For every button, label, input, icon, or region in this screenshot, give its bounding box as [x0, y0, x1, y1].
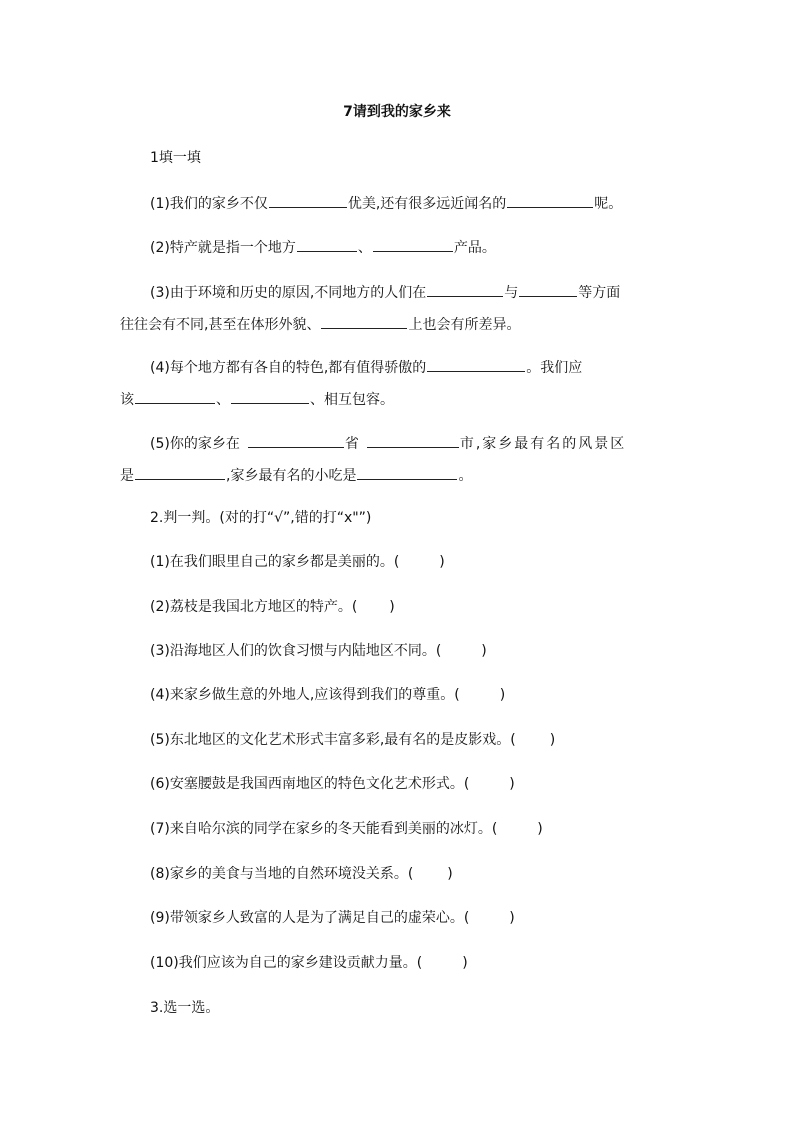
fill-question-3-line1: (3)由于环境和历史的原因,不同地方的人们在 与 等方面	[150, 281, 794, 303]
judge-item: (10)我们应该为自己的家乡建设贡献力量。( )	[150, 955, 468, 971]
judge-item: (1)在我们眼里自己的家乡都是美丽的。( )	[150, 554, 445, 570]
answer-blank[interactable]	[321, 313, 407, 329]
answer-blank[interactable]	[367, 432, 459, 448]
answer-blank[interactable]	[231, 388, 309, 404]
judge-item: (8)家乡的美食与当地的自然环境没关系。( )	[150, 866, 453, 882]
judge-item: (5)东北地区的文化艺术形式丰富多彩,最有名的是皮影戏。( )	[150, 732, 556, 748]
answer-blank[interactable]	[427, 281, 503, 297]
fill-question-3-line2: 往往会有不同,甚至在体形外貌、 上也会有所差异。	[120, 313, 794, 335]
section1-heading: 1填一填	[150, 150, 201, 166]
answer-blank[interactable]	[135, 388, 215, 404]
answer-blank[interactable]	[357, 464, 457, 480]
section2-heading: 2.判一判。(对的打“√”,错的打“x"”)	[150, 510, 372, 526]
section3-heading: 3.选一选。	[150, 1000, 220, 1016]
fill-question-4-line2: 该 、 、相互包容。	[120, 388, 794, 410]
fill-question-5-line1: (5)你的家乡在 省 市,家乡最有名的风景区	[150, 432, 794, 454]
answer-blank[interactable]	[519, 281, 577, 297]
judge-item: (6)安塞腰鼓是我国西南地区的特色文化艺术形式。( )	[150, 776, 515, 792]
judge-item: (3)沿海地区人们的饮食习惯与内陆地区不同。( )	[150, 643, 487, 659]
fill-question-5-line2: 是 ,家乡最有名的小吃是 。	[120, 464, 794, 486]
answer-blank[interactable]	[297, 236, 357, 252]
judge-item: (2)荔枝是我国北方地区的特产。( )	[150, 599, 395, 615]
answer-blank[interactable]	[507, 192, 593, 208]
judge-item: (9)带领家乡人致富的人是为了满足自己的虚荣心。( )	[150, 910, 515, 926]
answer-blank[interactable]	[269, 192, 347, 208]
fill-question-2: (2)特产就是指一个地方 、 产品。	[150, 236, 794, 258]
answer-blank[interactable]	[135, 464, 225, 480]
fill-question-1: (1)我们的家乡不仅 优美,还有很多远近闻名的 呢。	[150, 192, 794, 214]
page-title: 7请到我的家乡来	[343, 104, 451, 120]
answer-blank[interactable]	[427, 356, 525, 372]
judge-item: (4)来家乡做生意的外地人,应该得到我们的尊重。( )	[150, 687, 506, 703]
judge-item: (7)来自哈尔滨的同学在家乡的冬天能看到美丽的冰灯。( )	[150, 821, 543, 837]
answer-blank[interactable]	[248, 432, 344, 448]
fill-question-4-line1: (4)每个地方都有各自的特色,都有值得骄傲的 。我们应	[150, 356, 794, 378]
answer-blank[interactable]	[373, 236, 453, 252]
